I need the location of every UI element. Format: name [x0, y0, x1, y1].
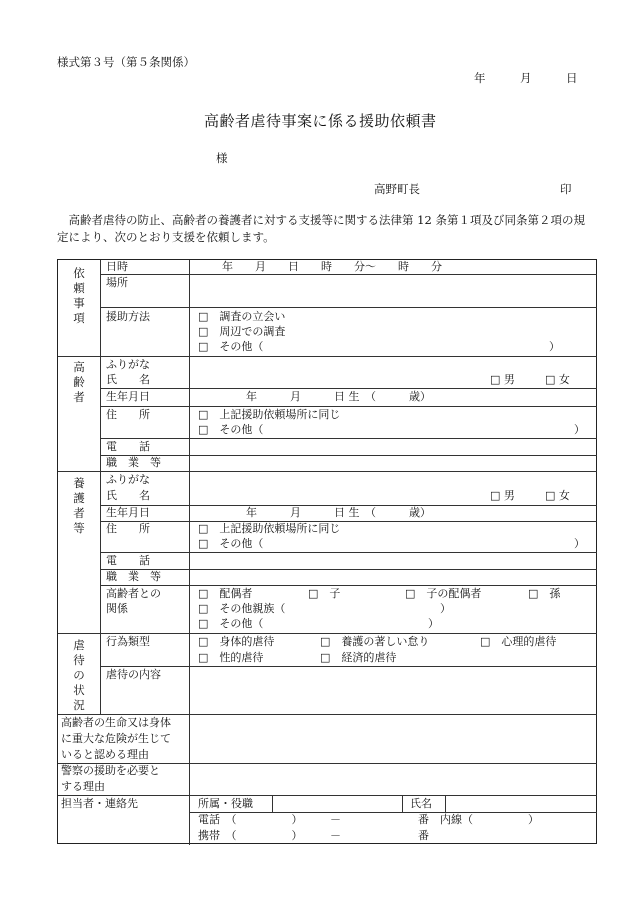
- label-relationship-2: 関係: [106, 602, 128, 615]
- option-sexual-abuse[interactable]: □ 性的虐待: [198, 651, 264, 664]
- field-birthdate[interactable]: 年 月 日 生 （ 歳）: [246, 506, 431, 519]
- option-address-other[interactable]: □ その他（: [198, 537, 264, 550]
- field-place[interactable]: [190, 275, 597, 307]
- paren-close: ）: [428, 617, 439, 630]
- label-name: 氏 名: [106, 489, 150, 502]
- label-address: 住 所: [106, 408, 150, 421]
- label-place: 場所: [106, 276, 128, 289]
- label-birthdate: 生年月日: [106, 390, 150, 403]
- paren-close: ）: [574, 537, 585, 550]
- option-child[interactable]: □ 子: [308, 587, 341, 600]
- field-phone[interactable]: 電話 （ ） － 番 内線（ ）: [198, 813, 539, 826]
- option-survey-attendance[interactable]: □ 調査の立会い: [198, 310, 286, 323]
- checkbox-female[interactable]: □ 女: [545, 489, 570, 502]
- field-department[interactable]: [273, 796, 402, 812]
- label-phone: 電 話: [106, 440, 150, 453]
- option-address-same[interactable]: □ 上記援助依頼場所に同じ: [198, 522, 341, 535]
- paren-close: ）: [574, 423, 585, 436]
- group-label-request: 依頼事項: [73, 266, 85, 325]
- option-psychological-abuse[interactable]: □ 心理的虐待: [480, 635, 557, 648]
- label-birthdate: 生年月日: [106, 506, 150, 519]
- option-surrounding-survey[interactable]: □ 周辺での調査: [198, 325, 286, 338]
- label-method: 援助方法: [106, 310, 150, 323]
- intro-paragraph: 高齢者虐待の防止、高齢者の養護者に対する支援等に関する法律第 12 条第１項及び同条第２項の規定により、次のとおり支援を依頼します。: [57, 213, 585, 244]
- group-label-caregiver: 養護者等: [73, 476, 85, 535]
- issuer: 高野町長: [374, 182, 420, 196]
- label-department: 所属・役職: [198, 797, 253, 810]
- option-neglect[interactable]: □ 養護の著しい怠り: [320, 635, 430, 648]
- label-phone: 電 話: [106, 554, 150, 567]
- checkbox-male[interactable]: □ 男: [490, 489, 515, 502]
- label-danger-1: 高齢者の生命又は身体: [61, 716, 171, 729]
- option-other-relative[interactable]: □ その他親族（: [198, 602, 286, 615]
- label-name: 氏 名: [106, 373, 150, 386]
- paren-close: ）: [440, 602, 451, 615]
- label-act-type: 行為類型: [106, 635, 150, 648]
- label-furigana: ふりがな: [106, 358, 150, 371]
- seal: 印: [560, 182, 572, 196]
- label-datetime: 日時: [106, 260, 128, 273]
- group-label-abuse: 虐待の状況: [73, 638, 85, 712]
- label-danger-3: いると認める理由: [61, 748, 149, 761]
- field-birthdate[interactable]: 年 月 日 生 （ 歳）: [246, 390, 431, 403]
- field-staff-name[interactable]: [446, 796, 597, 812]
- form-number: 様式第３号（第５条関係）: [57, 55, 195, 69]
- option-spouse[interactable]: □ 配偶者: [198, 587, 253, 600]
- label-contact: 担当者・連絡先: [61, 797, 138, 810]
- checkbox-male[interactable]: □ 男: [490, 373, 515, 386]
- label-occupation: 職 業 等: [106, 570, 161, 583]
- label-occupation: 職 業 等: [106, 456, 161, 469]
- label-danger-2: に重大な危険が生じて: [61, 732, 171, 745]
- date-line: 年 月 日: [474, 71, 578, 85]
- label-abuse-content: 虐待の内容: [106, 668, 161, 681]
- option-grandchild[interactable]: □ 孫: [528, 587, 561, 600]
- request-form-table: [57, 259, 597, 844]
- label-police-1: 警察の援助を必要と: [61, 764, 160, 777]
- option-physical-abuse[interactable]: □ 身体的虐待: [198, 635, 275, 648]
- option-economic-abuse[interactable]: □ 経済的虐待: [320, 651, 397, 664]
- field-danger-reason[interactable]: [190, 715, 597, 763]
- page-title: 高齢者虐待事案に係る援助依頼書: [204, 112, 437, 130]
- col-divider-group: [100, 260, 101, 714]
- checkbox-female[interactable]: □ 女: [545, 373, 570, 386]
- group-label-elder: 高齢者: [73, 360, 85, 404]
- option-address-same[interactable]: □ 上記援助依頼場所に同じ: [198, 408, 341, 421]
- option-method-other[interactable]: □ その他（: [198, 340, 264, 353]
- option-relationship-other[interactable]: □ その他（: [198, 617, 264, 630]
- label-relationship-1: 高齢者との: [106, 587, 161, 600]
- option-child-spouse[interactable]: □ 子の配偶者: [405, 587, 482, 600]
- label-address: 住 所: [106, 522, 150, 535]
- option-address-other[interactable]: □ その他（: [198, 423, 264, 436]
- label-furigana: ふりがな: [106, 473, 150, 486]
- label-staff-name: 氏名: [410, 797, 432, 810]
- field-datetime[interactable]: 年 月 日 時 分～ 時 分: [222, 260, 442, 273]
- paren-close: ）: [549, 340, 560, 353]
- field-abuse-content[interactable]: [190, 667, 597, 714]
- label-police-2: する理由: [61, 780, 105, 793]
- addressee-suffix: 様: [216, 151, 228, 165]
- field-police-reason[interactable]: [190, 764, 597, 795]
- field-mobile[interactable]: 携帯 （ ） － 番: [198, 829, 429, 842]
